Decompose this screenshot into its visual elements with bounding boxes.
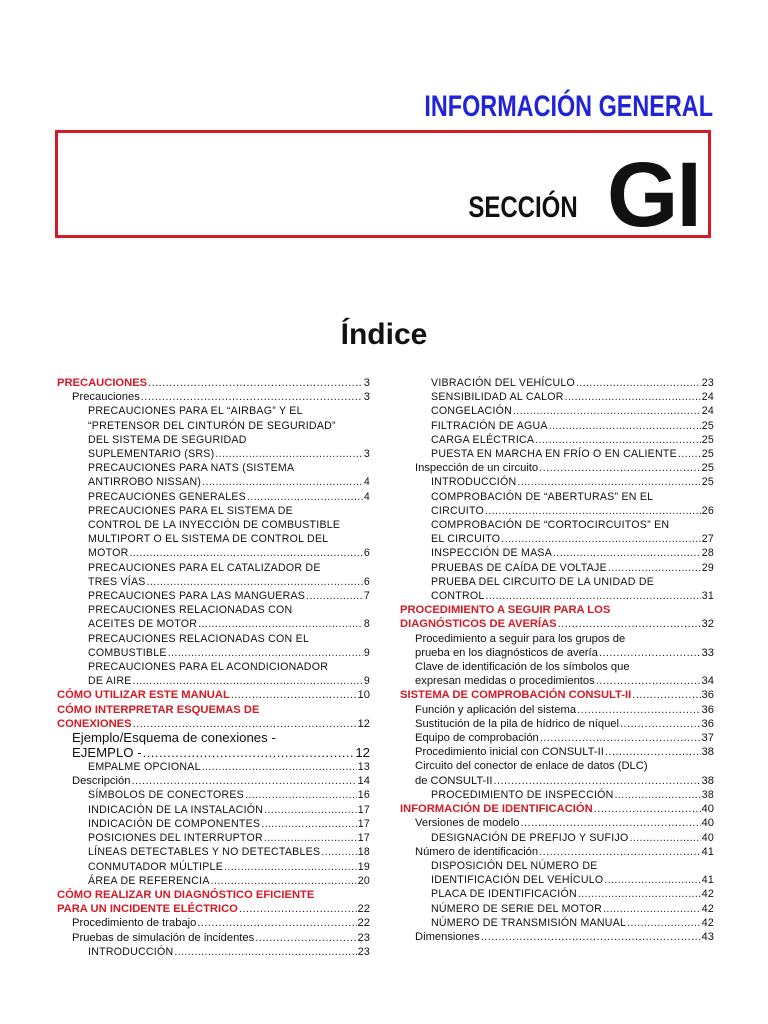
toc-entry-text: PRECAUCIONES bbox=[57, 377, 148, 389]
toc-entry bbox=[400, 490, 714, 518]
toc-entry bbox=[57, 874, 370, 888]
toc-entry bbox=[57, 817, 370, 831]
toc-page-number: 41 bbox=[701, 874, 714, 887]
toc-entry-text: Versiones de modelo bbox=[415, 817, 520, 830]
dot-leader bbox=[239, 902, 357, 916]
toc-page-number: 42 bbox=[701, 916, 714, 929]
dot-leader bbox=[630, 831, 701, 845]
dot-leader bbox=[202, 760, 357, 774]
dot-leader bbox=[264, 803, 357, 817]
toc-section-heading bbox=[57, 688, 370, 702]
toc-entry-text: Ejemplo/Esquema de conexiones - bbox=[72, 730, 276, 746]
dot-leader bbox=[605, 745, 701, 759]
section-box bbox=[55, 130, 711, 246]
toc-entry-text: Clave de identificación de los símbolos que bbox=[415, 661, 630, 674]
toc-page-number: 6 bbox=[363, 575, 370, 588]
dot-leader bbox=[224, 860, 357, 874]
toc-entry-text: DE AIRE bbox=[88, 675, 132, 688]
toc-entry-text: LÍNEAS DETECTABLES Y NO DETECTABLES bbox=[88, 846, 321, 859]
toc-page-number: 38 bbox=[701, 774, 714, 787]
dot-leader bbox=[247, 490, 363, 504]
toc-entry-text: PRECAUCIONES PARA EL SISTEMA DE bbox=[88, 504, 293, 517]
toc-entry bbox=[57, 774, 370, 788]
document-title: INFORMACIÓN GENERAL bbox=[424, 90, 713, 123]
dot-leader bbox=[174, 945, 356, 959]
dot-leader bbox=[539, 461, 700, 475]
toc-entry bbox=[57, 390, 370, 404]
toc-page-number: 25 bbox=[701, 476, 714, 489]
dot-leader bbox=[632, 688, 700, 702]
toc-entry-text: FILTRACIÓN DE AGUA bbox=[431, 419, 548, 432]
dot-leader bbox=[245, 788, 357, 802]
toc-entry bbox=[400, 930, 714, 944]
toc-entry-text: PRECAUCIONES RELACIONADAS CON EL bbox=[88, 632, 310, 645]
toc-entry bbox=[57, 461, 370, 489]
toc-entry-text: CÓMO UTILIZAR ESTE MANUAL bbox=[57, 689, 230, 702]
toc-entry-text: VIBRACIÓN DEL VEHÍCULO bbox=[431, 377, 576, 389]
toc-entry bbox=[400, 561, 714, 575]
toc-entry-text: INDICACIÓN DE COMPONENTES bbox=[88, 817, 261, 830]
dot-leader bbox=[198, 617, 363, 631]
toc-entry-text: ACEITES DE MOTOR bbox=[88, 618, 198, 631]
toc-section-heading bbox=[57, 376, 370, 390]
toc-entry-text: ÁREA DE REFERENCIA bbox=[88, 874, 210, 887]
toc-column-right bbox=[400, 376, 714, 944]
dot-leader bbox=[604, 873, 700, 887]
toc-page-number: 36 bbox=[701, 703, 714, 716]
dot-leader bbox=[627, 916, 701, 930]
dot-leader bbox=[130, 546, 363, 560]
index-title: Índice bbox=[340, 318, 428, 351]
dot-leader bbox=[565, 390, 701, 404]
toc-page-number: 18 bbox=[357, 846, 370, 859]
toc-entry-text: DESIGNACIÓN DE PREFIJO Y SUFIJO bbox=[431, 831, 629, 844]
dot-leader bbox=[133, 674, 363, 688]
toc-entry bbox=[57, 916, 370, 930]
toc-entry-text: SÍMBOLOS DE CONECTORES bbox=[88, 789, 245, 802]
toc-entry-text: INDICACIÓN DE LA INSTALACIÓN bbox=[88, 803, 264, 816]
toc-entry-text: Procedimiento de trabajo bbox=[72, 917, 197, 930]
toc-entry bbox=[57, 788, 370, 802]
toc-entry-text: “PRETENSOR DEL CINTURÓN DE SEGURIDAD” bbox=[88, 419, 336, 432]
toc-entry-text: INTRODUCCIÓN bbox=[88, 945, 174, 958]
toc-page-number: 24 bbox=[701, 391, 714, 404]
toc-page-number: 4 bbox=[363, 490, 370, 503]
toc-entry-text: PRECAUCIONES PARA NATS (SISTEMA bbox=[88, 462, 295, 475]
dot-leader bbox=[481, 930, 701, 944]
toc-page-number: 6 bbox=[363, 547, 370, 560]
toc-entry-text: Número de identificación bbox=[415, 845, 539, 858]
toc-page-number: 10 bbox=[357, 689, 370, 702]
toc-entry bbox=[400, 461, 714, 475]
toc-entry-text: INTRODUCCIÓN bbox=[431, 476, 517, 489]
toc-page-number: 17 bbox=[357, 817, 370, 830]
dot-leader bbox=[143, 746, 355, 761]
dot-leader bbox=[264, 831, 357, 845]
toc-entry-text: expresan medidas o procedimientos bbox=[415, 675, 595, 688]
toc-entry bbox=[57, 504, 370, 561]
toc-page-number: 3 bbox=[363, 377, 370, 389]
dot-leader bbox=[577, 703, 700, 717]
toc-page-number: 7 bbox=[363, 590, 370, 603]
toc-page-number: 8 bbox=[363, 618, 370, 631]
toc-entry-text: PUESTA EN MARCHA EN FRÍO O EN CALIENTE bbox=[431, 448, 677, 461]
toc-entry bbox=[57, 731, 370, 760]
dot-leader bbox=[578, 887, 701, 901]
dot-leader bbox=[202, 475, 363, 489]
dot-leader bbox=[549, 419, 701, 433]
toc-entry-text: MOTOR bbox=[88, 547, 129, 560]
toc-entry-text: Sustitución de la pila de hídrico de níquel bbox=[415, 717, 619, 730]
dot-leader bbox=[539, 845, 700, 859]
toc-entry bbox=[400, 788, 714, 802]
toc-entry bbox=[400, 404, 714, 418]
toc-entry-text: NÚMERO DE TRANSMISIÓN MANUAL bbox=[431, 916, 627, 929]
toc-page-number: 22 bbox=[357, 917, 370, 930]
toc-entry bbox=[400, 916, 714, 930]
dot-leader bbox=[168, 646, 363, 660]
dot-leader bbox=[231, 688, 357, 702]
toc-entry bbox=[57, 803, 370, 817]
toc-entry bbox=[57, 931, 370, 945]
dot-leader bbox=[131, 774, 356, 788]
section-label: SECCIÓN bbox=[468, 191, 578, 224]
toc-page-number: 25 bbox=[701, 433, 714, 446]
dot-leader bbox=[147, 575, 363, 589]
toc-page-number: 40 bbox=[701, 831, 714, 844]
toc-entry-text: NÚMERO DE SERIE DEL MOTOR bbox=[431, 902, 603, 915]
toc-entry bbox=[400, 575, 714, 603]
toc-page-number: 9 bbox=[363, 675, 370, 688]
toc-entry bbox=[400, 759, 714, 787]
dot-leader bbox=[306, 589, 363, 603]
section-code: GI bbox=[606, 144, 700, 246]
toc-entry bbox=[400, 546, 714, 560]
toc-entry-text: DIAGNÓSTICOS DE AVERÍAS bbox=[400, 618, 557, 631]
toc-entry-text: CÓMO REALIZAR UN DIAGNÓSTICO EFICIENTE bbox=[57, 888, 315, 901]
toc-entry bbox=[400, 475, 714, 489]
toc-entry-text: PRECAUCIONES RELACIONADAS CON bbox=[88, 604, 293, 617]
toc-entry bbox=[400, 731, 714, 745]
toc-page-number: 17 bbox=[357, 803, 370, 816]
toc-entry-text: COMPROBACIÓN DE “CORTOCIRCUITOS” EN bbox=[431, 519, 670, 532]
toc-entry-text: DISPOSICIÓN DEL NÚMERO DE bbox=[431, 859, 598, 872]
toc-page-number: 41 bbox=[701, 845, 714, 858]
toc-page-number: 36 bbox=[701, 717, 714, 730]
toc-page-number: 27 bbox=[701, 533, 714, 546]
toc-entry-text: SENSIBILIDAD AL CALOR bbox=[431, 391, 564, 404]
toc-entry bbox=[57, 561, 370, 589]
toc-entry-text: Descripción bbox=[72, 775, 131, 788]
toc-page-number: 38 bbox=[701, 788, 714, 801]
toc-entry-text: PRECAUCIONES PARA EL “AIRBAG” Y EL bbox=[88, 405, 303, 418]
toc-page-number: 40 bbox=[701, 803, 714, 816]
dot-leader bbox=[255, 931, 356, 945]
dot-leader bbox=[148, 376, 363, 390]
toc-entry bbox=[400, 717, 714, 731]
toc-entry-text: PRECAUCIONES PARA EL CATALIZADOR DE bbox=[88, 561, 321, 574]
toc-entry bbox=[57, 603, 370, 631]
toc-section-heading bbox=[57, 703, 370, 731]
toc-entry-text: PRECAUCIONES PARA LAS MANGUERAS bbox=[88, 590, 306, 603]
toc-page-number: 36 bbox=[701, 689, 714, 702]
toc-entry bbox=[400, 902, 714, 916]
toc-entry-text: Circuito del conector de enlace de datos (DLC) bbox=[415, 760, 648, 773]
toc-entry-text: CONTROL bbox=[431, 590, 485, 603]
toc-entry-text: CONMUTADOR MÚLTIPLE bbox=[88, 860, 224, 873]
toc-entry-text: PLACA DE IDENTIFICACIÓN bbox=[431, 888, 577, 901]
dot-leader bbox=[535, 433, 700, 447]
toc-entry bbox=[57, 490, 370, 504]
toc-entry-text: DEL SISTEMA DE SEGURIDAD bbox=[88, 433, 247, 446]
dot-leader bbox=[211, 874, 357, 888]
toc-entry-text: SUPLEMENTARIO (SRS) bbox=[88, 448, 215, 461]
toc-entry-text: CIRCUITO bbox=[431, 504, 485, 517]
toc-entry bbox=[57, 589, 370, 603]
toc-entry-text: PARA UN INCIDENTE ELÉCTRICO bbox=[57, 903, 238, 916]
toc-section-heading bbox=[400, 603, 714, 631]
toc-entry-text: CONEXIONES bbox=[57, 717, 132, 730]
toc-page-number: 23 bbox=[701, 377, 714, 389]
toc-page-number: 13 bbox=[357, 761, 370, 774]
toc-page-number: 3 bbox=[363, 448, 370, 461]
dot-leader bbox=[615, 788, 701, 802]
toc-entry-text: Función y aplicación del sistema bbox=[415, 703, 577, 716]
toc-page-number: 22 bbox=[357, 903, 370, 916]
dot-leader bbox=[486, 589, 701, 603]
toc-page-number: 3 bbox=[363, 391, 370, 404]
toc-page-number: 28 bbox=[701, 547, 714, 560]
toc-entry bbox=[57, 404, 370, 461]
toc-page-number: 4 bbox=[363, 476, 370, 489]
toc-page-number: 25 bbox=[701, 448, 714, 461]
toc-page-number: 40 bbox=[701, 817, 714, 830]
toc-page-number: 19 bbox=[357, 860, 370, 873]
toc-page-number: 9 bbox=[363, 646, 370, 659]
toc-entry-text: CONGELACIÓN bbox=[431, 405, 513, 418]
toc-entry-text: CÓMO INTERPRETAR ESQUEMAS DE bbox=[57, 703, 260, 716]
toc-entry bbox=[57, 632, 370, 660]
toc-page-number: 17 bbox=[357, 832, 370, 845]
toc-entry bbox=[400, 433, 714, 447]
toc-entry bbox=[400, 390, 714, 404]
toc-entry bbox=[400, 518, 714, 546]
toc-entry bbox=[400, 419, 714, 433]
dot-leader bbox=[197, 916, 356, 930]
toc-entry-text: PRECAUCIONES GENERALES bbox=[88, 490, 246, 503]
toc-entry-text: EL CIRCUITO bbox=[431, 533, 501, 546]
dot-leader bbox=[513, 404, 701, 418]
toc-entry-text: PROCEDIMIENTO A SEGUIR PARA LOS bbox=[400, 604, 611, 617]
toc-entry-text: PRECAUCIONES PARA EL ACONDICIONADOR bbox=[88, 661, 329, 674]
toc-entry bbox=[400, 745, 714, 759]
toc-entry bbox=[57, 660, 370, 688]
toc-page-number: 12 bbox=[355, 744, 370, 760]
toc-page-number: 33 bbox=[701, 646, 714, 659]
toc-page-number: 25 bbox=[701, 419, 714, 432]
toc-entry-text: EJEMPLO - bbox=[72, 744, 142, 760]
toc-page-number: 23 bbox=[357, 945, 370, 958]
toc-entry bbox=[57, 831, 370, 845]
dot-leader bbox=[558, 617, 701, 631]
toc-entry bbox=[400, 859, 714, 887]
dot-leader bbox=[553, 546, 701, 560]
toc-section-heading bbox=[57, 888, 370, 916]
toc-entry-text: Dimensiones bbox=[415, 930, 480, 943]
toc-entry bbox=[57, 760, 370, 774]
toc-section-heading bbox=[400, 688, 714, 702]
toc-page-number: 12 bbox=[357, 717, 370, 730]
toc-entry-text: SISTEMA DE COMPROBACIÓN CONSULT-II bbox=[400, 689, 632, 702]
toc-page-number: 43 bbox=[701, 930, 714, 943]
toc-entry-text: TRES VÍAS bbox=[88, 575, 146, 588]
toc-entry-text: ANTIRROBO NISSAN) bbox=[88, 476, 202, 489]
dot-leader bbox=[520, 816, 700, 830]
dot-leader bbox=[576, 376, 701, 390]
toc-entry-text: PRUEBA DEL CIRCUITO DE LA UNIDAD DE bbox=[431, 575, 655, 588]
dot-leader bbox=[596, 674, 701, 688]
toc-page-number: 34 bbox=[701, 675, 714, 688]
toc-entry bbox=[400, 376, 714, 390]
dot-leader bbox=[141, 390, 363, 404]
dot-leader bbox=[485, 504, 701, 518]
toc-entry-text: INFORMACIÓN DE IDENTIFICACIÓN bbox=[400, 803, 593, 816]
toc-entry-text: Procedimiento a seguir para los grupos de bbox=[415, 632, 626, 645]
toc-entry-text: PROCEDIMIENTO DE INSPECCIÓN bbox=[431, 788, 614, 801]
toc-entry-text: CARGA ELÉCTRICA bbox=[431, 433, 535, 446]
toc-entry-text: PRUEBAS DE CAÍDA DE VOLTAJE bbox=[431, 561, 607, 574]
dot-leader bbox=[620, 717, 701, 731]
dot-leader bbox=[599, 646, 701, 660]
toc-entry bbox=[400, 703, 714, 717]
toc-page-number: 26 bbox=[701, 504, 714, 517]
toc-page-number: 29 bbox=[701, 561, 714, 574]
toc-page-number: 23 bbox=[357, 931, 370, 944]
toc-entry-text: IDENTIFICACIÓN DEL VEHÍCULO bbox=[431, 874, 604, 887]
dot-leader bbox=[133, 717, 357, 731]
dot-leader bbox=[517, 475, 700, 489]
toc-page-number: 42 bbox=[701, 902, 714, 915]
toc-entry bbox=[400, 816, 714, 830]
toc-entry bbox=[57, 845, 370, 859]
toc-entry bbox=[57, 860, 370, 874]
dot-leader bbox=[321, 845, 356, 859]
toc-entry-text: COMBUSTIBLE bbox=[88, 646, 167, 659]
toc-entry-text: Equipo de comprobación bbox=[415, 732, 539, 745]
dot-leader bbox=[594, 802, 701, 816]
dot-leader bbox=[540, 731, 701, 745]
toc-section-heading bbox=[400, 802, 714, 816]
dot-leader bbox=[603, 902, 701, 916]
toc-column-left bbox=[57, 376, 370, 959]
toc-page-number: 20 bbox=[357, 874, 370, 887]
toc-entry-text: EMPALME OPCIONAL bbox=[88, 761, 201, 774]
toc-entry-text: prueba en los diagnósticos de avería bbox=[415, 646, 598, 659]
toc-entry-text: Precauciones bbox=[72, 391, 140, 404]
toc-page-number: 32 bbox=[701, 618, 714, 631]
toc-entry-text: INSPECCIÓN DE MASA bbox=[431, 547, 553, 560]
toc-entry bbox=[57, 945, 370, 959]
toc-page-number: 25 bbox=[701, 462, 714, 475]
toc-page-number: 31 bbox=[701, 590, 714, 603]
toc-entry-text: de CONSULT-II bbox=[415, 774, 493, 787]
toc-entry-text: POSICIONES DEL INTERRUPTOR bbox=[88, 832, 263, 845]
toc-entry bbox=[400, 447, 714, 461]
toc-page-number: 37 bbox=[701, 732, 714, 745]
dot-leader bbox=[215, 447, 362, 461]
toc-page-number: 14 bbox=[357, 775, 370, 788]
toc-entry-text: COMPROBACIÓN DE “ABERTURAS” EN EL bbox=[431, 490, 654, 503]
dot-leader bbox=[678, 447, 701, 461]
toc-page-number: 16 bbox=[357, 789, 370, 802]
dot-leader bbox=[608, 561, 701, 575]
toc-entry-text: Inspección de un circuito bbox=[415, 462, 539, 475]
toc-page-number: 38 bbox=[701, 746, 714, 759]
toc-entry bbox=[400, 660, 714, 688]
toc-entry-text: Procedimiento inicial con CONSULT-II bbox=[415, 746, 604, 759]
dot-leader bbox=[261, 817, 356, 831]
toc-entry bbox=[400, 845, 714, 859]
toc-entry bbox=[400, 632, 714, 660]
toc-entry bbox=[400, 831, 714, 845]
dot-leader bbox=[494, 774, 701, 788]
toc-entry-text: MULTIPORT O EL SISTEMA DE CONTROL DEL bbox=[88, 533, 329, 546]
toc-page-number: 24 bbox=[701, 405, 714, 418]
dot-leader bbox=[501, 532, 700, 546]
toc-entry-text: CONTROL DE LA INYECCIÓN DE COMBUSTIBLE bbox=[88, 519, 341, 532]
toc-page-number: 42 bbox=[701, 888, 714, 901]
toc-entry bbox=[400, 887, 714, 901]
toc-entry-text: Pruebas de simulación de incidentes bbox=[72, 931, 255, 944]
